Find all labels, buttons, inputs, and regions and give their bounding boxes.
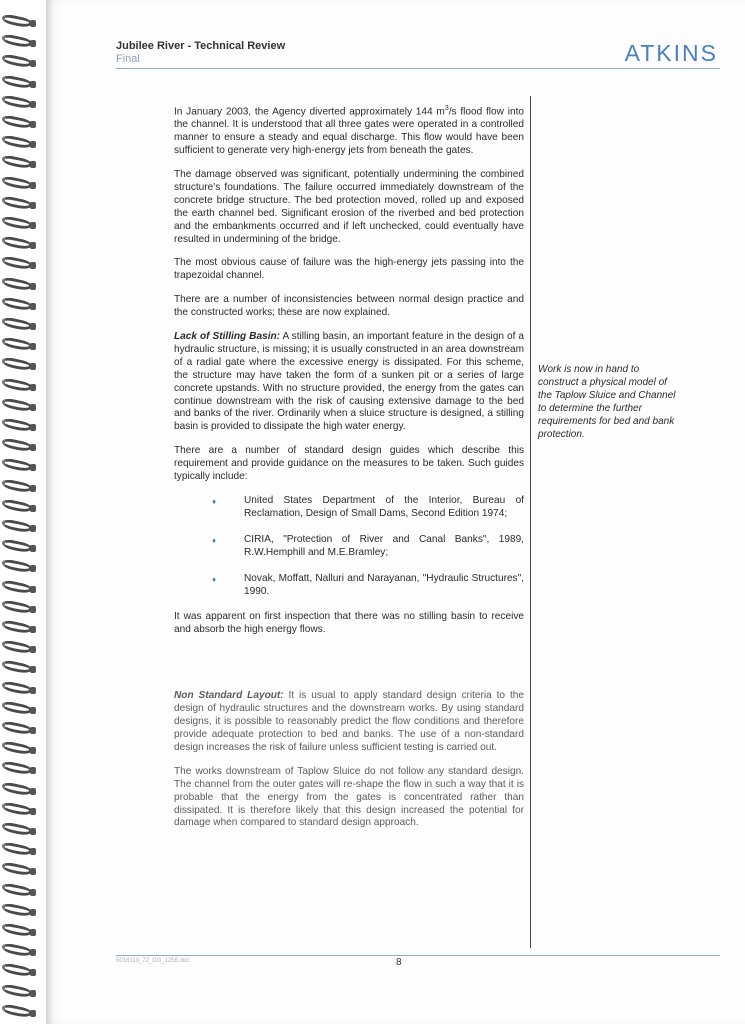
footer-divider [116,955,720,956]
binding-coil [2,34,36,52]
diamond-bullet-icon: ♦ [212,535,217,545]
binding-coil [2,721,36,739]
paragraph-inconsistencies: There are a number of inconsistencies between normal design practice and the constructed works; these are now explained. [174,294,524,319]
binding-coil [2,357,36,375]
paragraph-cause: The most obvious cause of failure was the high-energy jets passing into the trapezoidal channel. [174,257,524,282]
binding-coil [2,660,36,678]
binding-coil [2,256,36,274]
non-standard-layout-heading: Non Standard Layout: [174,690,284,702]
margin-note: Work is now in hand to construct a physical model of the Taplow Sluice and Channel to determine the further requirements for bed and bank protection. [538,364,676,440]
binding-coil [2,277,36,295]
binding-coil [2,378,36,396]
binding-coil [2,782,36,800]
diamond-bullet-icon: ♦ [212,497,217,507]
stilling-basin-heading: Lack of Stilling Basin: [174,331,281,343]
atkins-logo: ATKINS [624,40,718,66]
binding-coil [2,458,36,476]
column-divider [530,96,531,948]
diamond-bullet-icon: ♦ [212,574,217,584]
binding-coil [2,640,36,658]
paragraph-flow: In January 2003, the Agency diverted approximately 144 $m^3/s$ flood flow into the channel. It is understood that all three gates were operated in a controlled manner to ensure a steady and equal discharge. This flow would have been sufficient to generate very high-energy jets from beneath the gates. [174,105,524,157]
binding-coil [2,236,36,254]
binding-coil [2,216,36,234]
binding-coil [2,681,36,699]
binding-coil [2,297,36,315]
document-reference: 5018110_72_DG_1255.doc [116,958,190,964]
binding-coil [2,741,36,759]
binding-coil [2,438,36,456]
binding-coil [2,620,36,638]
binding-coil [2,14,36,32]
binding-coil [2,135,36,153]
binding-coil [2,196,36,214]
document-page [46,0,745,1024]
binding-coil [2,559,36,577]
binding-coil [2,479,36,497]
list-item: ♦ CIRIA, "Protection of River and Canal Banks", 1989, R.W.Hemphill and M.E.Bramley; [212,533,524,558]
binding-coil [2,580,36,598]
list-item: ♦ Novak, Moffatt, Nalluri and Narayanan, "Hydraulic Structures", 1990. [212,572,524,597]
binding-coil [2,883,36,901]
binding-coil [2,761,36,779]
binding-coil [2,155,36,173]
paragraph-non-standard-layout: Non Standard Layout: It is usual to apply standard design criteria to the design of hydraulic structures and the downstream works. By using standard designs, it is possible to reasonably predict the flow conditions and therefore provide adequate protection to bed and banks. The use of a non-standard design increases the risk of failure unless sufficient testing is carried out. [174,690,524,753]
design-guides-list [174,495,524,598]
main-text-column [174,103,524,841]
binding-coil [2,54,36,72]
spiral-binding [0,0,44,1024]
binding-coil [2,519,36,537]
binding-coil [2,539,36,557]
paragraph-damage: The damage observed was significant, potentially undermining the combined structure's foundations. The failure occurred immediately downstream of the concrete bridge structure. The bed protection moved, rolled up and exposed the earth channel bed. Significant erosion of the riverbed and bed protection and the embankments occurred and if left unchecked, could eventually have resulted in undermining of the bridge. [174,168,524,245]
binding-coil [2,1004,36,1022]
paragraph-stilling-basin: Lack of Stilling Basin: A stilling basin, an important feature in the design of a hydraulic structure, is missing; it is usually constructed in an area downstream of a radial gate where the excessive energy is dissipated. For this scheme, the structure may have taken the form of a sunken pit or a series of large concrete upstands. With no structure provided, the energy from the gates can continue downstream with the risk of causing extensive damage to the bed and banks of the river. Ordinarily when a sluice structure is designed, a stilling basin is provided to dissipate the high water energy. [174,331,525,433]
binding-coil [2,862,36,880]
binding-coil [2,337,36,355]
binding-coil [2,963,36,981]
page-number: 8 [396,957,402,968]
binding-coil [2,398,36,416]
binding-coil [2,923,36,941]
binding-coil [2,499,36,517]
binding-coil [2,317,36,335]
binding-coil [2,943,36,961]
paragraph-inspection: It was apparent on first inspection that there was no stilling basin to receive and absorb the high energy flows. [174,611,524,636]
paragraph-design-guides: There are a number of standard design guides which describe this requirement and provide guidance on the measures to be taken. Such guides typically include: [174,445,524,483]
binding-coil [2,115,36,133]
binding-coil [2,176,36,194]
binding-coil [2,802,36,820]
header-divider [116,68,720,69]
binding-coil [2,75,36,93]
binding-coil [2,822,36,840]
binding-coil [2,600,36,618]
binding-coil [2,701,36,719]
binding-coil [2,95,36,113]
paragraph-taplow-sluice: The works downstream of Taplow Sluice do not follow any standard design. The channel from the outer gates will re-shape the flow in such a way that it is probable that the energy from the gates is concentrated rather than dissipated. It is therefore likely that this design increased the potential for damage when compared to standard design approach. [174,765,524,829]
binding-coil [2,903,36,921]
binding-coil [2,418,36,436]
binding-coil [2,984,36,1002]
binding-coil [2,842,36,860]
page-header [116,40,720,66]
document-title: Jubilee River - Technical Review [116,40,286,52]
document-status: Final [116,53,140,65]
list-item: ♦ United States Department of the Interior, Bureau of Reclamation, Design of Small Dams, Second Edition 1974; [212,495,524,519]
